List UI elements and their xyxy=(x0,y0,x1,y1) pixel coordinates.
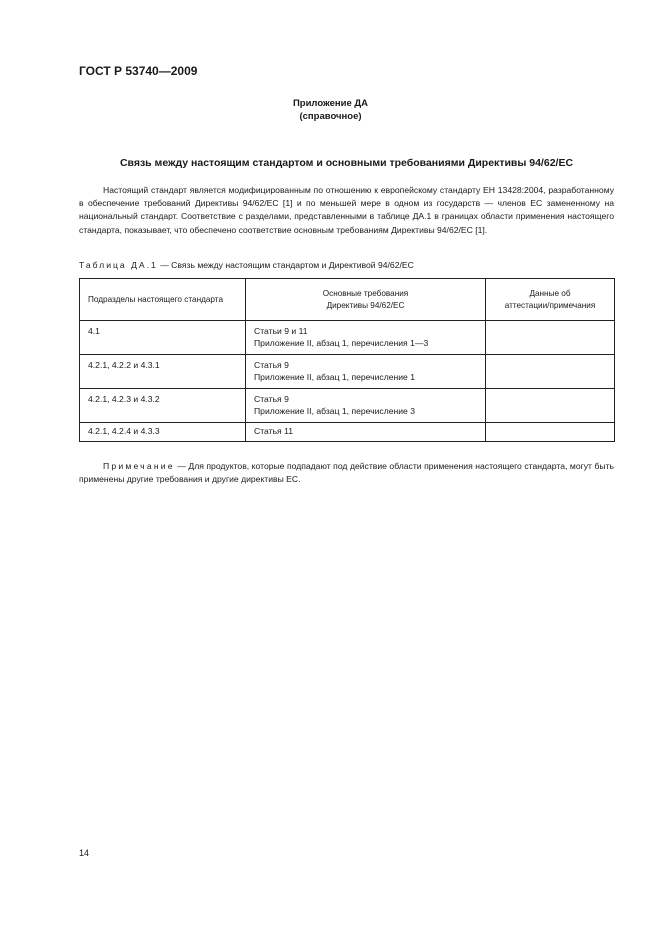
table-caption-text: — Связь между настоящим стандартом и Директивой 94/62/ЕС xyxy=(157,260,414,270)
annex-title: Приложение ДА xyxy=(292,98,369,109)
cell-notes xyxy=(486,355,615,389)
intro-paragraph: Настоящий стандарт является модифицированным по отношению к европейскому стандарту ЕН 13428:2004, разработанному в обеспечение требований Директивы 94/62/ЕС [1] и по меньшей мере в одном из государств — членов ЕС замененному на национальный стандарт. Соответствие с разделами, представленными в таблице ДА.1 в границах области применения настоящего стандарта, показывает, что обеспечено соответствие основным требованиям Директивы 94/62/ЕС [1]. xyxy=(79,185,614,235)
annex-subtitle: (справочное) xyxy=(299,111,362,122)
table-caption xyxy=(79,260,414,270)
cell-notes xyxy=(486,321,615,355)
note-text: — Для продуктов, которые подпадают под действие области применения настоящего стандарта, могут быть применены другие требования и другие директивы ЕС. xyxy=(79,461,614,484)
cell-section: 4.2.1, 4.2.4 и 4.3.3 xyxy=(80,423,246,442)
table-row xyxy=(80,321,615,355)
document-id: ГОСТ Р 53740—2009 xyxy=(79,64,198,78)
annex-heading xyxy=(0,97,661,123)
requirement-line: Статья 9 xyxy=(254,360,289,370)
table-row xyxy=(80,423,615,442)
requirement-line: Статья 9 xyxy=(254,394,289,404)
cell-requirement xyxy=(246,321,486,355)
requirement-line: Статья 11 xyxy=(254,426,294,436)
cell-notes xyxy=(486,423,615,442)
column-header-requirements xyxy=(246,279,486,321)
note-label: Примечание xyxy=(103,461,175,471)
table-row xyxy=(80,355,615,389)
section-title: Связь между настоящим стандартом и основными требованиями Директивы 94/62/ЕС xyxy=(119,157,574,169)
table-caption-label: Таблица ДА.1 xyxy=(79,260,158,270)
cell-section: 4.2.1, 4.2.3 и 4.3.2 xyxy=(80,389,246,423)
requirement-line: Приложение II, абзац 1, перечисление 1 xyxy=(254,371,416,382)
column-header-line: аттестации/примечания xyxy=(504,300,596,310)
column-header-line: Директивы 94/62/ЕС xyxy=(326,300,405,310)
cell-section: 4.1 xyxy=(80,321,246,355)
requirement-line: Статьи 9 и 11 xyxy=(254,326,308,336)
cell-requirement xyxy=(246,355,486,389)
correspondence-table xyxy=(79,278,615,442)
column-header-line: Основные требования xyxy=(322,288,409,298)
cell-section: 4.2.1, 4.2.2 и 4.3.1 xyxy=(80,355,246,389)
column-header-sections xyxy=(80,279,246,321)
table-row xyxy=(80,389,615,423)
note-paragraph xyxy=(79,460,614,486)
requirement-line: Приложение II, абзац 1, перечисление 3 xyxy=(254,405,416,416)
cell-notes xyxy=(486,389,615,423)
table-header-row xyxy=(80,279,615,321)
column-header-line: Данные об xyxy=(529,288,571,298)
cell-requirement xyxy=(246,423,486,442)
column-header-line: Подразделы настоящего стандарта xyxy=(88,294,224,304)
column-header-attestation xyxy=(486,279,615,321)
page-number: 14 xyxy=(79,848,90,858)
requirement-line: Приложение II, абзац 1, перечисления 1—3 xyxy=(254,337,429,348)
cell-requirement xyxy=(246,389,486,423)
